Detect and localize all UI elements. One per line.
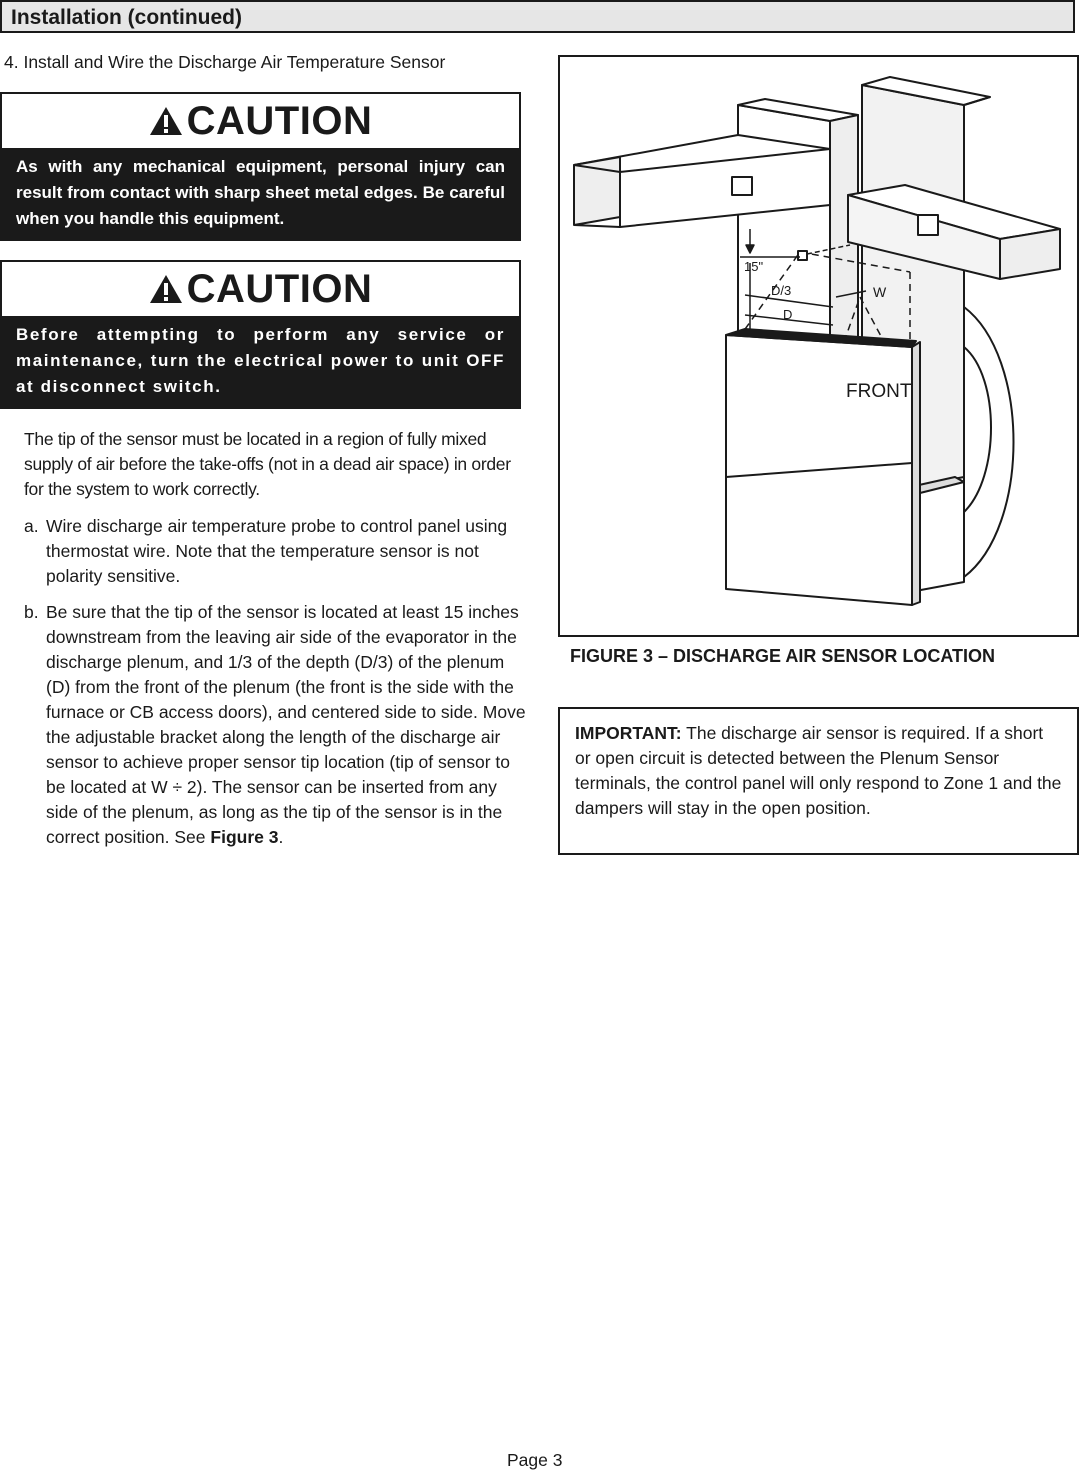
figure-3-box xyxy=(558,55,1079,637)
list-item-body: Be sure that the tip of the sensor is located at least 15 inches downstream from the leaving air side of the evaporator in the discharge plenum, and 1/3 of the depth (D/3) of the plenum (D) from the front of the plenum (the front is the side with the furnace or CB access doors), and centered side to side. Move the adjustable bracket along the length of the discharge air sensor to achieve proper sensor tip location (tip of sensor to be located at W ÷ 2). The sensor can be inserted from any side of the plenum, as long as the tip of the sensor is in the correct position. See xyxy=(46,602,526,847)
caution-text: Before attempting to perform any service or maintenance, turn the electrical power to unit OFF at disconnect switch. xyxy=(16,325,505,396)
list-item-end: . xyxy=(278,827,284,847)
caution-box-power xyxy=(0,260,521,409)
warning-triangle-icon xyxy=(149,274,183,304)
label-width: W xyxy=(873,284,887,300)
list-item-text xyxy=(46,600,529,850)
list-item-text: Wire discharge air temperature probe to control panel using thermostat wire. Note that the temperature sensor is not polarity sensitive. xyxy=(46,516,508,586)
label-15-inches: 15" xyxy=(744,259,764,274)
label-front: FRONT xyxy=(846,381,912,402)
caution-header xyxy=(2,262,519,316)
caution-box-injury xyxy=(0,92,521,241)
list-item-letter: a. xyxy=(24,516,39,536)
label-d-third: D/3 xyxy=(771,283,792,298)
caution-header xyxy=(2,94,519,148)
caution-label: CAUTION xyxy=(186,98,373,143)
list-item xyxy=(24,514,529,589)
label-depth: D xyxy=(783,307,793,322)
important-label: IMPORTANT: xyxy=(575,723,682,743)
section-header-bar xyxy=(0,0,1075,33)
figure-caption: FIGURE 3 – DISCHARGE AIR SENSOR LOCATION xyxy=(570,646,996,666)
section-title: Installation (continued) xyxy=(11,6,242,29)
step-heading: 4. Install and Wire the Discharge Air Temperature Sensor xyxy=(4,52,446,72)
warning-triangle-icon xyxy=(149,106,183,136)
list-item xyxy=(24,600,529,850)
caution-text: As with any mechanical equipment, personal injury can result from contact with sharp sheet metal edges. Be careful when you handle this equipment. xyxy=(16,157,505,228)
intro-paragraph: The tip of the sensor must be located in a region of fully mixed supply of air before the take-offs (not in a dead air space) in order for the system to work correctly. xyxy=(24,429,511,499)
page-number: Page 3 xyxy=(507,1450,563,1470)
list-item-letter: b. xyxy=(24,602,39,622)
important-text: The discharge air sensor is required. If a short or open circuit is detected between the Plenum Sensor terminals, the control panel will only respond to Zone 1 and the dampers will stay in the open position. xyxy=(575,723,1062,818)
important-note xyxy=(558,707,1079,855)
discharge-air-sensor-diagram xyxy=(560,57,1077,635)
caution-label: CAUTION xyxy=(186,266,373,311)
figure-reference: Figure 3 xyxy=(210,827,279,847)
